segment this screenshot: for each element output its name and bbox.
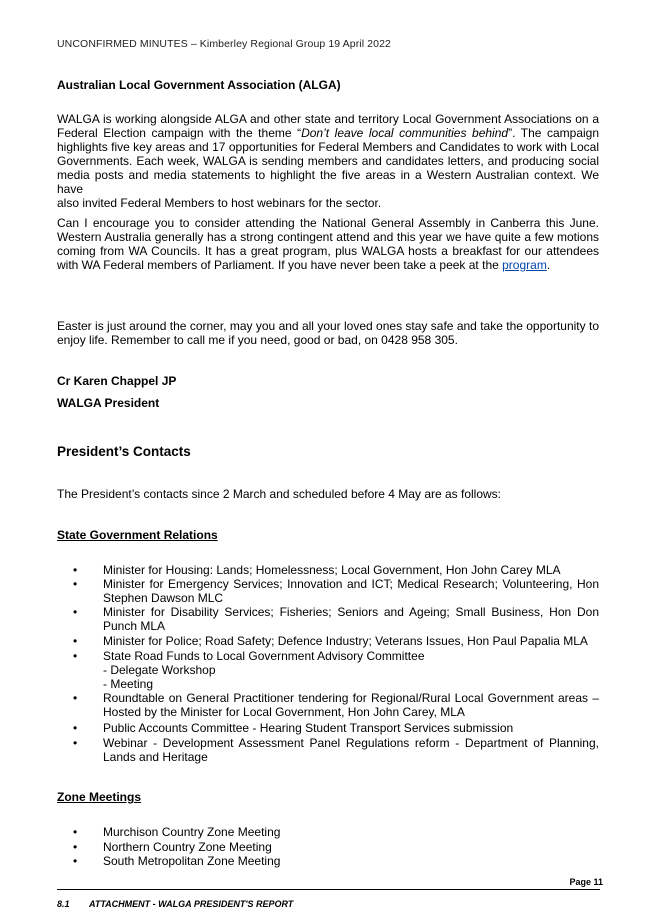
alga-p2-line: Can I encourage you to consider attending the National General Assembly in Canberra this June. (57, 216, 599, 230)
page-number: Page 11 (569, 877, 603, 887)
footer-label (57, 899, 293, 909)
list-item-line: Hosted by the Minister for Local Government, Hon John Carey, MLA (103, 705, 465, 719)
bullet-icon: • (73, 721, 78, 735)
alga-p1-line-text: Federal Election campaign with the theme “ (57, 126, 302, 140)
contacts-heading: President’s Contacts (57, 444, 191, 459)
alga-paragraph-2 (57, 216, 599, 272)
alga-p1-line: Governments. Each week, WALGA is sending members and candidates letters, and producing social (57, 154, 599, 168)
alga-paragraph-1 (57, 112, 599, 210)
list-item-line: Minister for Disability Services; Fisheries; Seniors and Ageing; Small Business, Hon Don (103, 605, 599, 619)
footer-divider (57, 889, 600, 890)
list-item-line: Webinar - Development Assessment Panel Regulations reform - Department of Planning, (103, 736, 599, 750)
alga-p3-line: Easter is just around the corner, may you and all your loved ones stay safe and take the opportunity to (57, 319, 599, 333)
list-item-line: Public Accounts Committee - Hearing Student Transport Services submission (103, 721, 514, 735)
campaign-theme: Don’t leave local communities behind (301, 126, 509, 140)
bullet-icon: • (73, 840, 78, 854)
list-item-line: State Road Funds to Local Government Advisory Committee (103, 649, 425, 663)
bullet-icon: • (73, 605, 78, 619)
signature-name: Cr Karen Chappel JP (57, 374, 177, 388)
footer-item-title: ATTACHMENT - WALGA PRESIDENT'S REPORT (89, 899, 294, 909)
bullet-icon: • (73, 736, 78, 750)
link-after: . (546, 258, 551, 272)
bullet-icon: • (73, 563, 78, 577)
campaign-theme-after: ”. The campaign (508, 126, 600, 140)
list-item-line: Minister for Housing: Lands; Homelessness; Local Government, Hon John Carey MLA (103, 563, 561, 577)
bullet-icon: • (73, 854, 78, 868)
alga-p1-line: also invited Federal Members to host webinars for the sector. (57, 196, 382, 210)
alga-paragraph-3 (57, 319, 599, 347)
state-government-heading: State Government Relations (57, 528, 218, 542)
alga-p2-line (57, 258, 599, 272)
alga-p3-line: enjoy life. Remember to call me if you need, good or bad, on 0428 958 305. (57, 333, 458, 347)
alga-p1-line: highlights five key areas and 17 opportunities for Federal Members and Candidates to work with Local (57, 140, 599, 154)
list-item-line: Punch MLA (103, 619, 166, 633)
list-item-text: South Metropolitan Zone Meeting (103, 854, 281, 868)
alga-p1-line (57, 126, 599, 140)
program-link[interactable]: program (502, 258, 547, 272)
list-item-line: Stephen Dawson MLC (103, 591, 224, 605)
alga-p2-line: Western Australia generally has a strong contingent attend and this year we have quite a few motions (57, 230, 599, 244)
bullet-icon: • (73, 649, 78, 663)
sub-list-item: - Meeting (103, 677, 154, 691)
alga-p2-line-text: with WA Federal members of Parliament. If you have never been take a peek at the (57, 258, 503, 272)
alga-heading: Australian Local Government Association (ALGA) (57, 78, 341, 92)
list-item-text: Murchison Country Zone Meeting (103, 825, 281, 839)
list-item-line: Minister for Police; Road Safety; Defence Industry; Veterans Issues, Hon Paul Papalia MLA (103, 634, 588, 648)
sub-list-item: - Delegate Workshop (103, 663, 216, 677)
bullet-icon: • (73, 825, 78, 839)
list-item-text: Northern Country Zone Meeting (103, 840, 272, 854)
footer-item-number: 8.1 (57, 899, 70, 909)
bullet-icon: • (73, 577, 78, 591)
bullet-icon: • (73, 691, 78, 705)
alga-p2-line: coming from WA Councils. It has a great program, plus WALGA hosts a breakfast for our attendees (57, 244, 599, 258)
contacts-intro: The President’s contacts since 2 March and scheduled before 4 May are as follows: (57, 487, 502, 501)
zone-meetings-heading: Zone Meetings (57, 790, 142, 804)
alga-p1-line: WALGA is working alongside ALGA and other state and territory Local Government Associations on a (57, 112, 599, 126)
signature-title: WALGA President (57, 396, 160, 410)
alga-p1-line: media posts and media statements to highlight the five areas in a Western Australian context. We have (57, 168, 599, 196)
page-header: UNCONFIRMED MINUTES – Kimberley Regional Group 19 April 2022 (57, 38, 391, 50)
list-item-line: Roundtable on General Practitioner tendering for Regional/Rural Local Government areas – (103, 691, 599, 705)
bullet-icon: • (73, 634, 78, 648)
list-item-line: Lands and Heritage (103, 750, 208, 764)
list-item-line: Minister for Emergency Services; Innovation and ICT; Medical Research; Volunteering, Hon (103, 577, 599, 591)
